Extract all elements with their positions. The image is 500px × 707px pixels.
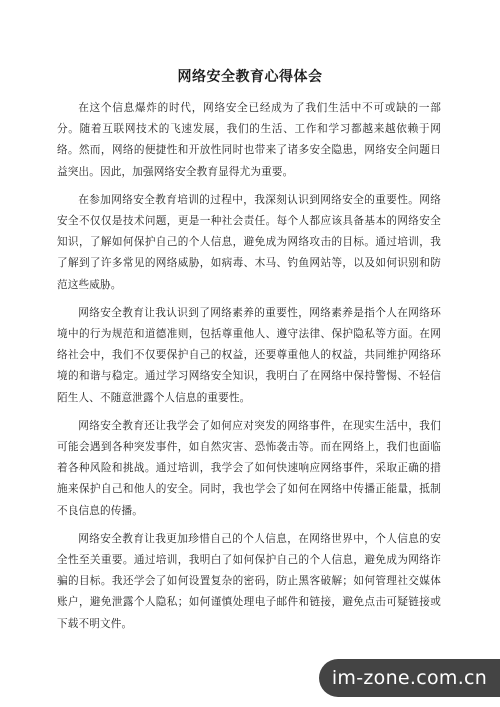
- paragraph-1: 在这个信息爆炸的时代，网络安全已经成为了我们生活中不可或缺的一部分。随着互联网技术的飞速发展，我们的生活、工作和学习都越来越依赖于网络。然而，网络的便捷性和开放性同时也带来了诸多安全隐患，网络安全问题日益突出。因此，加强网络安全教育显得尤为重要。: [57, 102, 441, 178]
- document-body: [57, 98, 441, 642]
- site-watermark-badge: im-zone.com.cn: [319, 659, 500, 697]
- paragraph-4: 网络安全教育还让我学会了如何应对突发的网络事件，在现实生活中，我们可能会遇到各种突发事件，如自然灾害、恐怖袭击等。而在网络上，我们也面临着各种风险和挑战。通过培训，我学会了如何快速响应网络事件，采取正确的措施来保护自己和他人的安全。同时，我也学会了如何在网络中传播正能量，抵制不良信息的传播。: [57, 419, 441, 517]
- document-title: 网络安全教育心得体会: [177, 69, 323, 85]
- paragraph-2: 在参加网络安全教育培训的过程中，我深刻认识到网络安全的重要性。网络安全不仅仅是技术问题，更是一种社会责任。每个人都应该具备基本的网络安全知识，了解如何保护自己的个人信息，避免成为网络攻击的目标。通过培训，我了解到了许多常见的网络威胁，如病毒、木马、钓鱼网站等，以及如何识别和防范这些威胁。: [57, 193, 441, 291]
- paragraph-3: 网络安全教育让我认识到了网络素养的重要性，网络素养是指个人在网络环境中的行为规范和道德准则，包括尊重他人、遵守法律、保护隐私等方面。在网络社会中，我们不仅要保护自己的权益，还要尊重他人的权益，共同维护网络环境的和谐与稳定。通过学习网络安全知识，我明白了在网络中保持警惕、不轻信陌生人、不随意泄露个人信息的重要性。: [57, 306, 441, 404]
- paragraph-5: 网络安全教育让我更加珍惜自己的个人信息，在网络世界中，个人信息的安全性至关重要。通过培训，我明白了如何保护自己的个人信息，避免成为网络诈骗的目标。我还学会了如何设置复杂的密码，防止黑客破解；如何管理社交媒体账户，避免泄露个人隐私；如何谨慎处理电子邮件和链接，避免点击可疑链接或下载不明文件。: [57, 532, 441, 630]
